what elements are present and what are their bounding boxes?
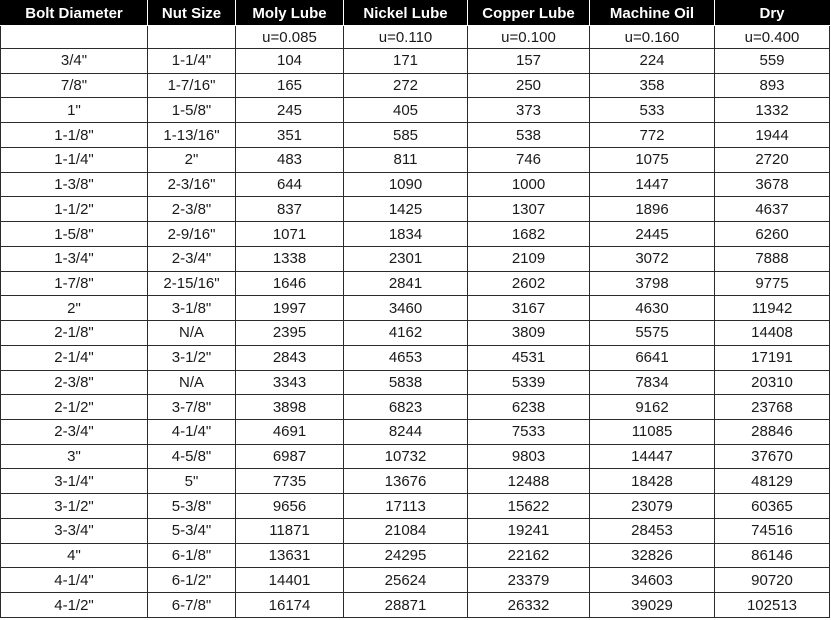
cell-machine-oil: 32826 (590, 543, 715, 568)
cell-dry: 28846 (715, 420, 830, 445)
table-row (1, 49, 830, 74)
cell-machine-oil: 11085 (590, 420, 715, 445)
cell-machine-oil: 3072 (590, 246, 715, 271)
cell-nut-size: 3-1/2" (148, 345, 236, 370)
coefficient-cell: u=0.085 (236, 26, 344, 49)
cell-dry: 20310 (715, 370, 830, 395)
table-row (1, 123, 830, 148)
cell-machine-oil: 28453 (590, 518, 715, 543)
cell-dry: 23768 (715, 395, 830, 420)
cell-nickel-lube: 405 (344, 98, 468, 123)
cell-bolt-diameter: 3-1/4" (1, 469, 148, 494)
cell-dry: 60365 (715, 494, 830, 519)
cell-moly-lube: 483 (236, 147, 344, 172)
cell-moly-lube: 7735 (236, 469, 344, 494)
cell-moly-lube: 6987 (236, 444, 344, 469)
table-row (1, 197, 830, 222)
cell-dry: 102513 (715, 593, 830, 618)
cell-nickel-lube: 171 (344, 49, 468, 74)
table-row (1, 271, 830, 296)
cell-moly-lube: 13631 (236, 543, 344, 568)
cell-machine-oil: 39029 (590, 593, 715, 618)
cell-bolt-diameter: 2" (1, 296, 148, 321)
cell-dry: 1332 (715, 98, 830, 123)
cell-nickel-lube: 1090 (344, 172, 468, 197)
cell-copper-lube: 6238 (468, 395, 590, 420)
cell-copper-lube: 9803 (468, 444, 590, 469)
cell-moly-lube: 16174 (236, 593, 344, 618)
cell-copper-lube: 3167 (468, 296, 590, 321)
cell-nut-size: 6-7/8" (148, 593, 236, 618)
cell-moly-lube: 1997 (236, 296, 344, 321)
cell-copper-lube: 538 (468, 123, 590, 148)
cell-machine-oil: 23079 (590, 494, 715, 519)
cell-copper-lube: 19241 (468, 518, 590, 543)
cell-dry: 14408 (715, 321, 830, 346)
coefficient-cell: u=0.400 (715, 26, 830, 49)
header-copper-lube: Copper Lube (468, 1, 590, 26)
cell-bolt-diameter: 1" (1, 98, 148, 123)
coefficient-cell (1, 26, 148, 49)
cell-nickel-lube: 6823 (344, 395, 468, 420)
cell-copper-lube: 3809 (468, 321, 590, 346)
cell-moly-lube: 14401 (236, 568, 344, 593)
table-body (1, 49, 830, 618)
cell-nut-size: 3-7/8" (148, 395, 236, 420)
cell-nut-size: 5-3/4" (148, 518, 236, 543)
cell-bolt-diameter: 2-1/8" (1, 321, 148, 346)
table-row (1, 98, 830, 123)
cell-machine-oil: 18428 (590, 469, 715, 494)
cell-nickel-lube: 24295 (344, 543, 468, 568)
cell-dry: 7888 (715, 246, 830, 271)
cell-nickel-lube: 4162 (344, 321, 468, 346)
cell-dry: 1944 (715, 123, 830, 148)
cell-nut-size: 6-1/8" (148, 543, 236, 568)
cell-moly-lube: 644 (236, 172, 344, 197)
cell-dry: 893 (715, 73, 830, 98)
table-row (1, 73, 830, 98)
cell-nickel-lube: 811 (344, 147, 468, 172)
cell-nut-size: N/A (148, 321, 236, 346)
table-row (1, 518, 830, 543)
cell-nickel-lube: 21084 (344, 518, 468, 543)
cell-machine-oil: 772 (590, 123, 715, 148)
cell-nut-size: 4-5/8" (148, 444, 236, 469)
cell-copper-lube: 1000 (468, 172, 590, 197)
cell-bolt-diameter: 2-1/2" (1, 395, 148, 420)
cell-copper-lube: 26332 (468, 593, 590, 618)
coefficient-cell: u=0.110 (344, 26, 468, 49)
cell-nickel-lube: 5838 (344, 370, 468, 395)
cell-moly-lube: 3343 (236, 370, 344, 395)
cell-nut-size: 1-7/16" (148, 73, 236, 98)
table-row (1, 593, 830, 618)
cell-dry: 37670 (715, 444, 830, 469)
cell-copper-lube: 2602 (468, 271, 590, 296)
cell-nickel-lube: 10732 (344, 444, 468, 469)
cell-nut-size: 5" (148, 469, 236, 494)
cell-bolt-diameter: 4-1/4" (1, 568, 148, 593)
cell-machine-oil: 2445 (590, 222, 715, 247)
cell-nickel-lube: 1425 (344, 197, 468, 222)
cell-nickel-lube: 17113 (344, 494, 468, 519)
cell-nut-size: 1-13/16" (148, 123, 236, 148)
cell-copper-lube: 250 (468, 73, 590, 98)
cell-bolt-diameter: 3-3/4" (1, 518, 148, 543)
cell-machine-oil: 358 (590, 73, 715, 98)
coefficient-cell (148, 26, 236, 49)
cell-machine-oil: 14447 (590, 444, 715, 469)
cell-dry: 9775 (715, 271, 830, 296)
cell-bolt-diameter: 3" (1, 444, 148, 469)
cell-dry: 559 (715, 49, 830, 74)
table-row (1, 296, 830, 321)
cell-dry: 86146 (715, 543, 830, 568)
cell-nut-size: 2" (148, 147, 236, 172)
table-row (1, 395, 830, 420)
cell-dry: 11942 (715, 296, 830, 321)
table-row (1, 147, 830, 172)
cell-moly-lube: 2843 (236, 345, 344, 370)
cell-bolt-diameter: 4-1/2" (1, 593, 148, 618)
coefficient-cell: u=0.160 (590, 26, 715, 49)
header-nickel-lube: Nickel Lube (344, 1, 468, 26)
cell-copper-lube: 373 (468, 98, 590, 123)
cell-nut-size: 2-3/8" (148, 197, 236, 222)
cell-nut-size: N/A (148, 370, 236, 395)
cell-bolt-diameter: 7/8" (1, 73, 148, 98)
cell-bolt-diameter: 1-5/8" (1, 222, 148, 247)
cell-machine-oil: 5575 (590, 321, 715, 346)
cell-copper-lube: 12488 (468, 469, 590, 494)
cell-nut-size: 1-5/8" (148, 98, 236, 123)
table-row (1, 321, 830, 346)
cell-copper-lube: 1682 (468, 222, 590, 247)
cell-nickel-lube: 13676 (344, 469, 468, 494)
cell-nickel-lube: 4653 (344, 345, 468, 370)
header-bolt-diameter: Bolt Diameter (1, 1, 148, 26)
cell-bolt-diameter: 1-3/8" (1, 172, 148, 197)
table-row (1, 568, 830, 593)
cell-copper-lube: 4531 (468, 345, 590, 370)
table-row (1, 420, 830, 445)
table-row (1, 370, 830, 395)
table-header (1, 1, 830, 49)
cell-bolt-diameter: 1-3/4" (1, 246, 148, 271)
cell-bolt-diameter: 3-1/2" (1, 494, 148, 519)
cell-bolt-diameter: 3/4" (1, 49, 148, 74)
header-row (1, 1, 830, 26)
cell-nut-size: 2-3/4" (148, 246, 236, 271)
cell-moly-lube: 4691 (236, 420, 344, 445)
table-row (1, 246, 830, 271)
cell-copper-lube: 23379 (468, 568, 590, 593)
cell-copper-lube: 2109 (468, 246, 590, 271)
table-row (1, 469, 830, 494)
cell-dry: 3678 (715, 172, 830, 197)
cell-bolt-diameter: 2-1/4" (1, 345, 148, 370)
cell-machine-oil: 7834 (590, 370, 715, 395)
coefficient-row (1, 26, 830, 49)
cell-copper-lube: 15622 (468, 494, 590, 519)
cell-bolt-diameter: 1-1/8" (1, 123, 148, 148)
table-row (1, 543, 830, 568)
cell-machine-oil: 6641 (590, 345, 715, 370)
cell-moly-lube: 2395 (236, 321, 344, 346)
cell-bolt-diameter: 2-3/4" (1, 420, 148, 445)
cell-dry: 90720 (715, 568, 830, 593)
cell-moly-lube: 9656 (236, 494, 344, 519)
table-row (1, 444, 830, 469)
cell-machine-oil: 1896 (590, 197, 715, 222)
table-row (1, 222, 830, 247)
cell-copper-lube: 7533 (468, 420, 590, 445)
cell-machine-oil: 34603 (590, 568, 715, 593)
header-nut-size: Nut Size (148, 1, 236, 26)
cell-bolt-diameter: 1-7/8" (1, 271, 148, 296)
cell-nut-size: 6-1/2" (148, 568, 236, 593)
cell-moly-lube: 1071 (236, 222, 344, 247)
cell-nickel-lube: 3460 (344, 296, 468, 321)
cell-nickel-lube: 2841 (344, 271, 468, 296)
cell-machine-oil: 3798 (590, 271, 715, 296)
cell-moly-lube: 11871 (236, 518, 344, 543)
cell-nickel-lube: 2301 (344, 246, 468, 271)
cell-copper-lube: 157 (468, 49, 590, 74)
cell-nickel-lube: 8244 (344, 420, 468, 445)
table-row (1, 494, 830, 519)
cell-machine-oil: 1075 (590, 147, 715, 172)
cell-moly-lube: 165 (236, 73, 344, 98)
cell-bolt-diameter: 4" (1, 543, 148, 568)
cell-nickel-lube: 272 (344, 73, 468, 98)
cell-machine-oil: 224 (590, 49, 715, 74)
cell-machine-oil: 4630 (590, 296, 715, 321)
cell-machine-oil: 533 (590, 98, 715, 123)
cell-bolt-diameter: 1-1/2" (1, 197, 148, 222)
cell-dry: 74516 (715, 518, 830, 543)
cell-copper-lube: 22162 (468, 543, 590, 568)
cell-machine-oil: 1447 (590, 172, 715, 197)
cell-nickel-lube: 25624 (344, 568, 468, 593)
header-machine-oil: Machine Oil (590, 1, 715, 26)
cell-moly-lube: 3898 (236, 395, 344, 420)
cell-nickel-lube: 1834 (344, 222, 468, 247)
cell-nut-size: 4-1/4" (148, 420, 236, 445)
cell-nut-size: 1-1/4" (148, 49, 236, 74)
cell-dry: 2720 (715, 147, 830, 172)
cell-dry: 17191 (715, 345, 830, 370)
cell-dry: 6260 (715, 222, 830, 247)
table-row (1, 345, 830, 370)
cell-nut-size: 2-15/16" (148, 271, 236, 296)
cell-bolt-diameter: 2-3/8" (1, 370, 148, 395)
cell-nut-size: 2-3/16" (148, 172, 236, 197)
cell-dry: 4637 (715, 197, 830, 222)
cell-nut-size: 2-9/16" (148, 222, 236, 247)
cell-nut-size: 5-3/8" (148, 494, 236, 519)
cell-moly-lube: 1338 (236, 246, 344, 271)
cell-dry: 48129 (715, 469, 830, 494)
table-row (1, 172, 830, 197)
cell-moly-lube: 245 (236, 98, 344, 123)
cell-bolt-diameter: 1-1/4" (1, 147, 148, 172)
header-dry: Dry (715, 1, 830, 26)
cell-moly-lube: 1646 (236, 271, 344, 296)
cell-nickel-lube: 28871 (344, 593, 468, 618)
cell-copper-lube: 746 (468, 147, 590, 172)
cell-moly-lube: 837 (236, 197, 344, 222)
cell-moly-lube: 104 (236, 49, 344, 74)
cell-machine-oil: 9162 (590, 395, 715, 420)
cell-nut-size: 3-1/8" (148, 296, 236, 321)
cell-copper-lube: 1307 (468, 197, 590, 222)
cell-copper-lube: 5339 (468, 370, 590, 395)
cell-moly-lube: 351 (236, 123, 344, 148)
cell-nickel-lube: 585 (344, 123, 468, 148)
coefficient-cell: u=0.100 (468, 26, 590, 49)
header-moly-lube: Moly Lube (236, 1, 344, 26)
